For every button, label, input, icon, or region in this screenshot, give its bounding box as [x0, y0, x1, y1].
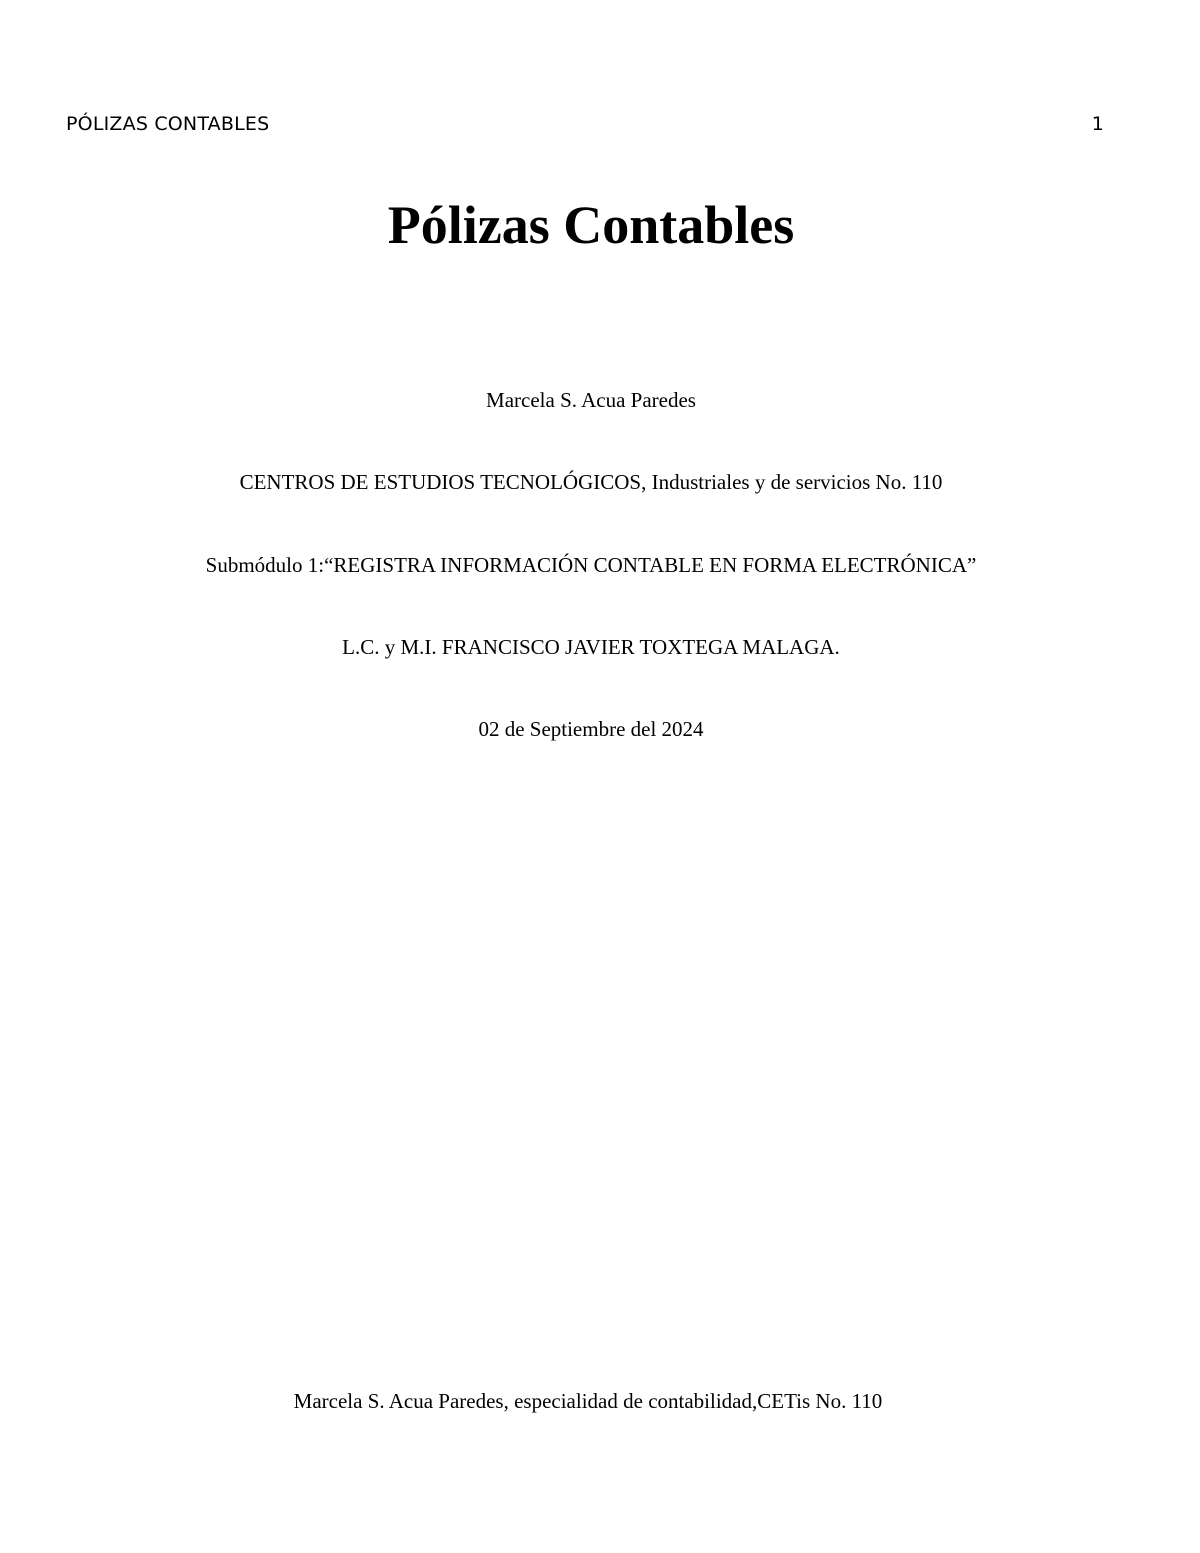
- page-number: 1: [1091, 113, 1104, 135]
- instructor-name: L.C. y M.I. FRANCISCO JAVIER TOXTEGA MALAGA.: [342, 635, 840, 659]
- document-title: Pólizas Contables: [387, 195, 795, 255]
- institution-name: CENTROS DE ESTUDIOS TECNOLÓGICOS, Industriales y de servicios No. 110: [239, 470, 943, 494]
- author-note: Marcela S. Acua Paredes, especialidad de contabilidad,CETis No. 110: [293, 1389, 883, 1413]
- running-head: [66, 113, 1104, 139]
- running-head-title: PÓLIZAS CONTABLES: [66, 113, 270, 135]
- author-name: Marcela S. Acua Paredes: [486, 388, 696, 412]
- submission-date: 02 de Septiembre del 2024: [478, 717, 704, 741]
- submodule-name: Submódulo 1:“REGISTRA INFORMACIÓN CONTABLE EN FORMA ELECTRÓNICA”: [205, 553, 977, 577]
